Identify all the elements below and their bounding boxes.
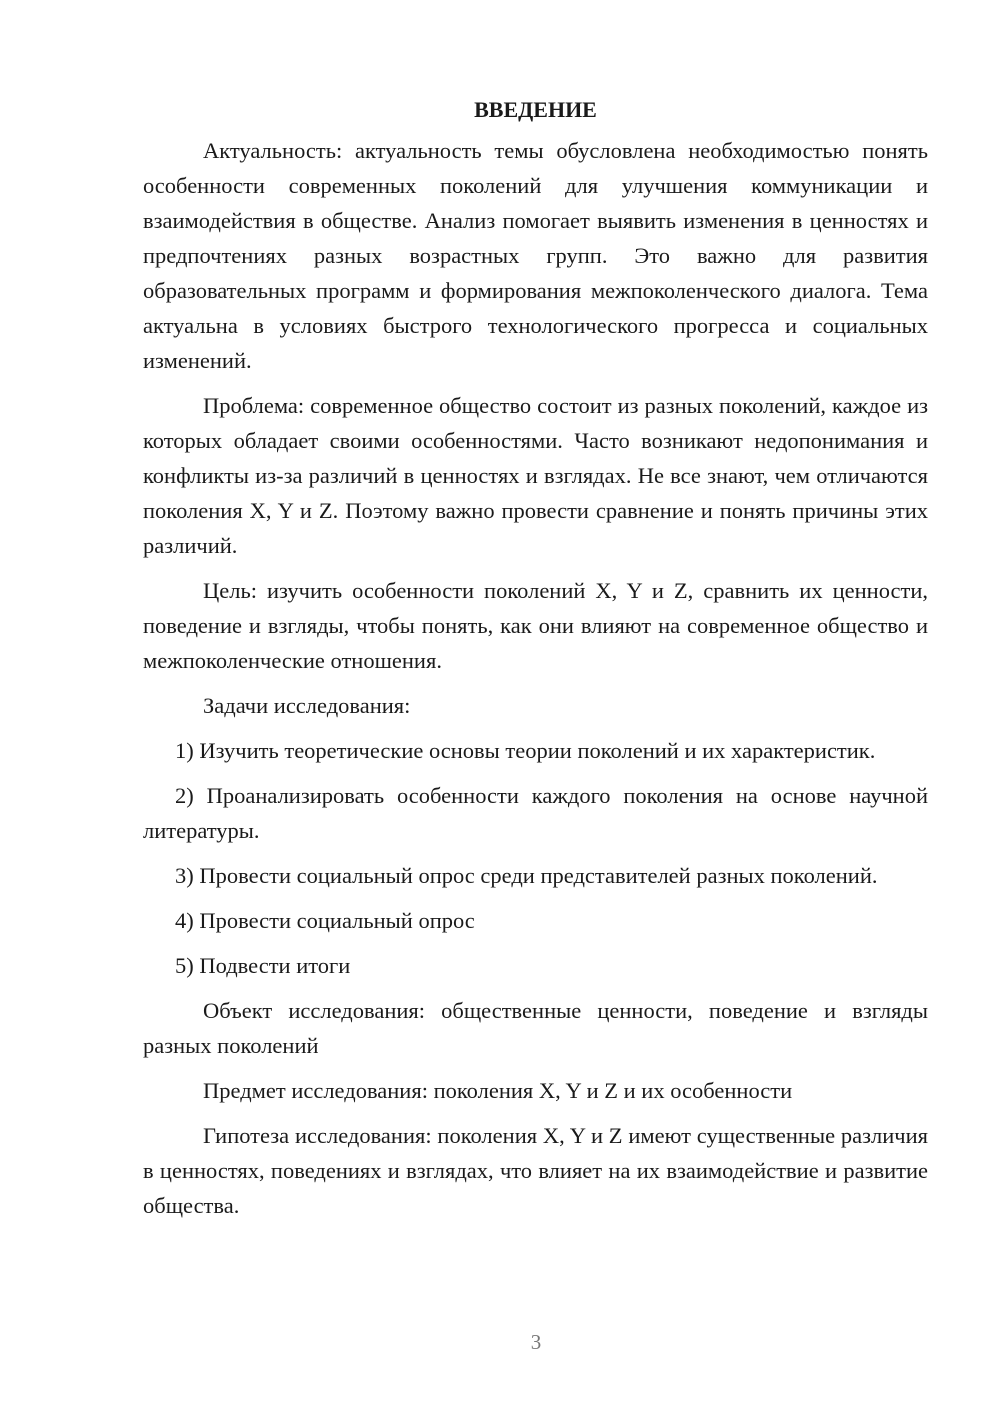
task-item: 5) Подвести итоги	[175, 953, 351, 978]
page-number: 3	[530, 1330, 542, 1354]
goal-paragraph: Цель: изучить особенности поколений X, Y и Z, сравнить их ценности, поведение и взгляды, чтобы понять, как они влияют на современное общество и межпоколенческие отношения.	[143, 578, 928, 673]
problem-paragraph: Проблема: современное общество состоит из разных поколений, каждое из которых обладает своими особенностями. Часто возникают недопонимания и конфликты из-за различий в ценностях и взглядах. Не все знают, чем отличаются поколения X, Y и Z. Поэтому важно провести сравнение и понять причины этих различий.	[143, 393, 928, 558]
task-item: 2) Проанализировать особенности каждого поколения на основе научной литературы.	[143, 783, 928, 843]
tasks-heading: Задачи исследования:	[203, 693, 411, 718]
task-item: 3) Провести социальный опрос среди представителей разных поколений.	[175, 863, 878, 888]
object-paragraph: Объект исследования: общественные ценности, поведение и взгляды разных поколений	[143, 998, 928, 1058]
task-item: 1) Изучить теоретические основы теории поколений и их характеристик.	[175, 738, 876, 763]
section-title: ВВЕДЕНИЕ	[474, 97, 597, 122]
relevance-paragraph: Актуальность: актуальность темы обусловлена необходимостью понять особенности современных поколений для улучшения коммуникации и взаимодействия в обществе. Анализ помогает выявить изменения в ценностях и предпочтениях разных возрастных групп. Это важно для развития образовательных программ и формирования межпоколенческого диалога. Тема актуальна в условиях быстрого технологического прогресса и социальных изменений.	[143, 138, 928, 373]
subject-paragraph: Предмет исследования: поколения X, Y и Z и их особенности	[203, 1078, 793, 1103]
document-page	[143, 92, 928, 1233]
hypothesis-paragraph: Гипотеза исследования: поколения X, Y и Z имеют существенные различия в ценностях, поведениях и взглядах, что влияет на их взаимодействие и развитие общества.	[143, 1123, 928, 1218]
task-item: 4) Провести социальный опрос	[175, 908, 475, 933]
